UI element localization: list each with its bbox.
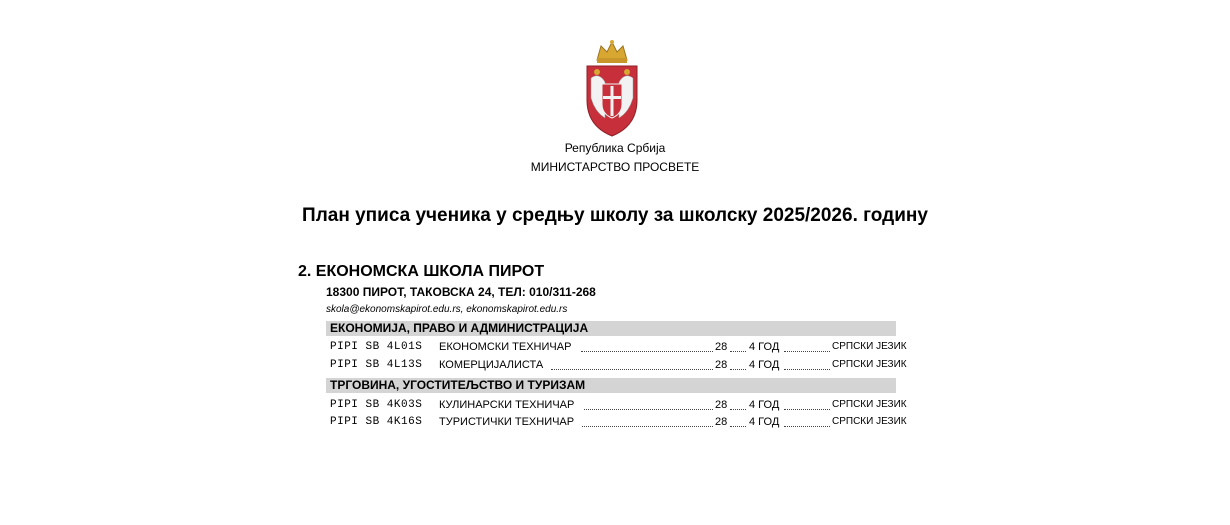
leader-dots <box>581 339 713 352</box>
program-name: ТУРИСТИЧКИ ТЕХНИЧАР <box>439 416 575 428</box>
program-places: 28 <box>715 341 728 353</box>
program-code: PIPI SB 4L13S <box>330 359 423 371</box>
serbian-coat-of-arms-icon <box>583 38 641 138</box>
leader-dots <box>784 414 830 427</box>
leader-dots <box>551 357 713 370</box>
program-language: СРПСКИ ЈЕЗИК <box>832 416 907 427</box>
leader-dots <box>584 397 713 410</box>
program-duration: 4 ГОД <box>749 341 780 353</box>
section-header: ЕКОНОМИЈА, ПРАВО И АДМИНИСТРАЦИЈА <box>326 321 896 336</box>
page-title: План уписа ученика у средњу школу за школску 2025/2026. годину <box>302 205 928 226</box>
program-duration: 4 ГОД <box>749 399 780 411</box>
program-places: 28 <box>715 399 728 411</box>
leader-dots <box>730 357 746 370</box>
school-heading: 2. ЕКОНОМСКА ШКОЛА ПИРОТ <box>298 263 545 280</box>
leader-dots <box>730 397 746 410</box>
program-row <box>326 397 907 413</box>
leader-dots <box>730 339 746 352</box>
program-name: КУЛИНАРСКИ ТЕХНИЧАР <box>439 399 575 411</box>
program-name: ЕКОНОМСКИ ТЕХНИЧАР <box>439 341 572 353</box>
program-duration: 4 ГОД <box>749 359 780 371</box>
leader-dots <box>784 397 830 410</box>
program-code: PIPI SB 4L01S <box>330 341 423 353</box>
program-duration: 4 ГОД <box>749 416 780 428</box>
school-address: 18300 ПИРОТ, ТАКОВСКА 24, ТЕЛ: 010/311-268 <box>326 285 596 299</box>
program-language: СРПСКИ ЈЕЗИК <box>832 399 907 410</box>
program-row <box>326 339 907 355</box>
program-row <box>326 414 907 430</box>
program-language: СРПСКИ ЈЕЗИК <box>832 341 907 352</box>
leader-dots <box>784 357 830 370</box>
program-code: PIPI SB 4K03S <box>330 399 423 411</box>
program-language: СРПСКИ ЈЕЗИК <box>832 359 907 370</box>
leader-dots <box>582 414 713 427</box>
program-places: 28 <box>715 359 728 371</box>
program-row <box>326 357 907 373</box>
ministry-name: МИНИСТАРСТВО ПРОСВЕТЕ <box>530 160 700 174</box>
program-code: PIPI SB 4K16S <box>330 416 423 428</box>
country-name: Република Србија <box>564 141 666 155</box>
program-places: 28 <box>715 416 728 428</box>
leader-dots <box>784 339 830 352</box>
program-name: КОМЕРЦИЈАЛИСТА <box>439 359 544 371</box>
school-email: skola@ekonomskapirot.edu.rs, ekonomskapirot.edu.rs <box>326 304 568 315</box>
section-header: ТРГОВИНА, УГОСТИТЕЉСТВО И ТУРИЗАМ <box>326 378 896 393</box>
leader-dots <box>730 414 746 427</box>
